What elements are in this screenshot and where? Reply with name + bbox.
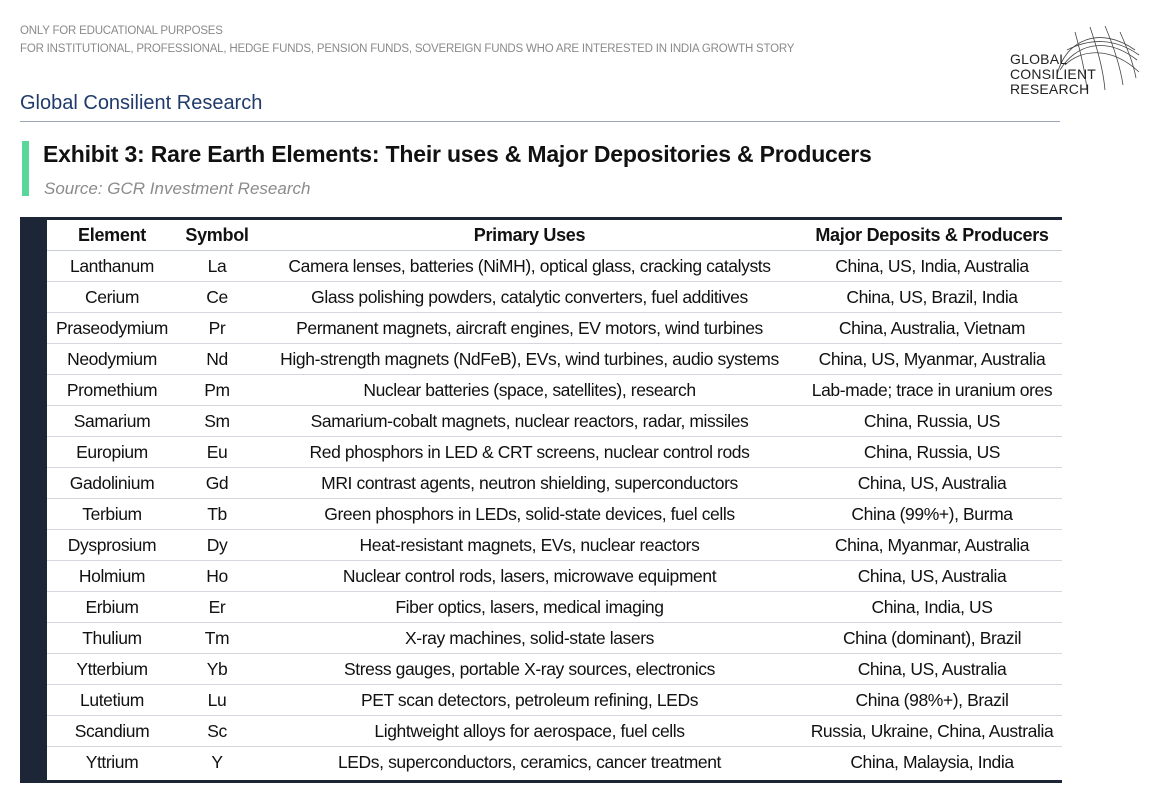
table-row: [47, 592, 1062, 623]
cell-symbol: Tb: [177, 499, 257, 530]
cell-primary-uses: Lightweight alloys for aerospace, fuel cells: [257, 716, 802, 747]
exhibit-source: Source: GCR Investment Research: [44, 179, 311, 198]
cell-deposits-producers: China (99%+), Burma: [802, 499, 1062, 530]
table-side-bar: [20, 217, 47, 783]
cell-deposits-producers: China, Russia, US: [802, 406, 1062, 437]
cell-symbol: Eu: [177, 437, 257, 468]
table-row: [47, 251, 1062, 282]
cell-symbol: Pr: [177, 313, 257, 344]
disclaimer-line-1: ONLY FOR EDUCATIONAL PURPOSES: [20, 25, 223, 37]
cell-symbol: Er: [177, 592, 257, 623]
table-row: [47, 282, 1062, 313]
disclaimer: [20, 22, 794, 58]
header-primary-uses: Primary Uses: [257, 220, 802, 251]
cell-primary-uses: Permanent magnets, aircraft engines, EV motors, wind turbines: [257, 313, 802, 344]
exhibit-title: Exhibit 3: Rare Earth Elements: Their uses & Major Depositories & Producers: [43, 141, 872, 167]
cell-symbol: Nd: [177, 344, 257, 375]
cell-primary-uses: Green phosphors in LEDs, solid-state devices, fuel cells: [257, 499, 802, 530]
cell-primary-uses: Camera lenses, batteries (NiMH), optical glass, cracking catalysts: [257, 251, 802, 282]
cell-deposits-producers: China, Malaysia, India: [850, 751, 1014, 772]
disclaimer-line-2: FOR INSTITUTIONAL, PROFESSIONAL, HEDGE FUNDS, PENSION FUNDS, SOVEREIGN FUNDS WHO ARE INTERESTED IN INDIA GROWTH STORY: [20, 43, 795, 55]
table-row: [47, 344, 1062, 375]
table-body: [47, 251, 1062, 778]
cell-primary-uses: Samarium-cobalt magnets, nuclear reactors, radar, missiles: [257, 406, 802, 437]
table-row: [47, 437, 1062, 468]
cell-deposits-producers: China, US, Australia: [802, 654, 1062, 685]
table-row: [47, 716, 1062, 747]
cell-element: Ytterbium: [47, 654, 177, 685]
rare-earth-table: [47, 220, 1062, 777]
cell-deposits-producers: China, Australia, Vietnam: [802, 313, 1062, 344]
table-row: [47, 468, 1062, 499]
cell-element: Cerium: [47, 282, 177, 313]
logo-line-1: GLOBAL: [1010, 51, 1068, 67]
cell-primary-uses: MRI contrast agents, neutron shielding, superconductors: [257, 468, 802, 499]
cell-element: Lanthanum: [47, 251, 177, 282]
cell-symbol: Pm: [177, 375, 257, 406]
cell-element: Yttrium: [85, 751, 139, 772]
header-deposits-producers: Major Deposits & Producers: [802, 220, 1062, 251]
cell-element: Praseodymium: [47, 313, 177, 344]
cell-primary-uses: Nuclear control rods, lasers, microwave equipment: [257, 561, 802, 592]
cell-deposits-producers: Russia, Ukraine, China, Australia: [802, 716, 1062, 747]
cell-primary-uses: Glass polishing powders, catalytic converters, fuel additives: [257, 282, 802, 313]
cell-primary-uses: High-strength magnets (NdFeB), EVs, wind turbines, audio systems: [257, 344, 802, 375]
cell-element: Scandium: [47, 716, 177, 747]
cell-element: Europium: [47, 437, 177, 468]
cell-primary-uses: Stress gauges, portable X-ray sources, electronics: [257, 654, 802, 685]
cell-element: Holmium: [47, 561, 177, 592]
cell-deposits-producers: Lab-made; trace in uranium ores: [802, 375, 1062, 406]
cell-element: Samarium: [47, 406, 177, 437]
cell-primary-uses: X-ray machines, solid-state lasers: [257, 623, 802, 654]
table-bottom-border: [20, 780, 1062, 783]
cell-element: Dysprosium: [47, 530, 177, 561]
cell-symbol: Sc: [177, 716, 257, 747]
cell-deposits-producers: China (dominant), Brazil: [802, 623, 1062, 654]
cell-deposits-producers: China (98%+), Brazil: [802, 685, 1062, 716]
cell-deposits-producers: China, US, India, Australia: [802, 251, 1062, 282]
table-row: [47, 654, 1062, 685]
cell-deposits-producers: China, Russia, US: [802, 437, 1062, 468]
header-divider: [20, 121, 1060, 122]
cell-symbol: Ho: [177, 561, 257, 592]
rare-earth-table-container: [20, 217, 1062, 783]
cell-primary-uses: Nuclear batteries (space, satellites), research: [257, 375, 802, 406]
table-row: [47, 530, 1062, 561]
cell-element: Terbium: [47, 499, 177, 530]
table-row: [47, 561, 1062, 592]
cell-primary-uses: PET scan detectors, petroleum refining, LEDs: [257, 685, 802, 716]
cell-deposits-producers: China, Myanmar, Australia: [802, 530, 1062, 561]
cell-deposits-producers: China, India, US: [802, 592, 1062, 623]
cell-element: Lutetium: [47, 685, 177, 716]
cell-element: Neodymium: [47, 344, 177, 375]
cell-deposits-producers: China, US, Myanmar, Australia: [802, 344, 1062, 375]
logo-line-3: RESEARCH: [1010, 81, 1090, 97]
cell-deposits-producers: China, US, Australia: [802, 468, 1062, 499]
cell-primary-uses: LEDs, superconductors, ceramics, cancer treatment: [337, 751, 722, 772]
cell-element: Gadolinium: [47, 468, 177, 499]
cell-symbol: La: [177, 251, 257, 282]
cell-element: Erbium: [47, 592, 177, 623]
brand-name: Global Consilient Research: [20, 92, 263, 114]
cell-symbol: Sm: [177, 406, 257, 437]
cell-symbol: Tm: [177, 623, 257, 654]
table-row: [47, 499, 1062, 530]
table-row: [47, 685, 1062, 716]
table-row: [47, 313, 1062, 344]
header-element: Element: [47, 220, 177, 251]
cell-element: Promethium: [47, 375, 177, 406]
table-row: [47, 623, 1062, 654]
table-row: [47, 747, 1062, 778]
table-row: [47, 375, 1062, 406]
cell-element: Thulium: [47, 623, 177, 654]
cell-symbol: Yb: [177, 654, 257, 685]
table-row: [47, 406, 1062, 437]
cell-symbol: Lu: [177, 685, 257, 716]
cell-primary-uses: Heat-resistant magnets, EVs, nuclear reactors: [257, 530, 802, 561]
header-symbol: Symbol: [177, 220, 257, 251]
logo-line-2: CONSILIENT: [1010, 66, 1097, 82]
cell-deposits-producers: China, US, Australia: [802, 561, 1062, 592]
cell-symbol: Ce: [177, 282, 257, 313]
logo-text: [1010, 52, 1096, 97]
cell-primary-uses: Red phosphors in LED & CRT screens, nuclear control rods: [257, 437, 802, 468]
cell-symbol: Gd: [177, 468, 257, 499]
cell-primary-uses: Fiber optics, lasers, medical imaging: [257, 592, 802, 623]
cell-deposits-producers: China, US, Brazil, India: [802, 282, 1062, 313]
cell-symbol: Dy: [177, 530, 257, 561]
exhibit-accent-bar: [22, 141, 29, 196]
cell-symbol: Y: [211, 751, 223, 772]
table-header-row: [47, 220, 1062, 251]
